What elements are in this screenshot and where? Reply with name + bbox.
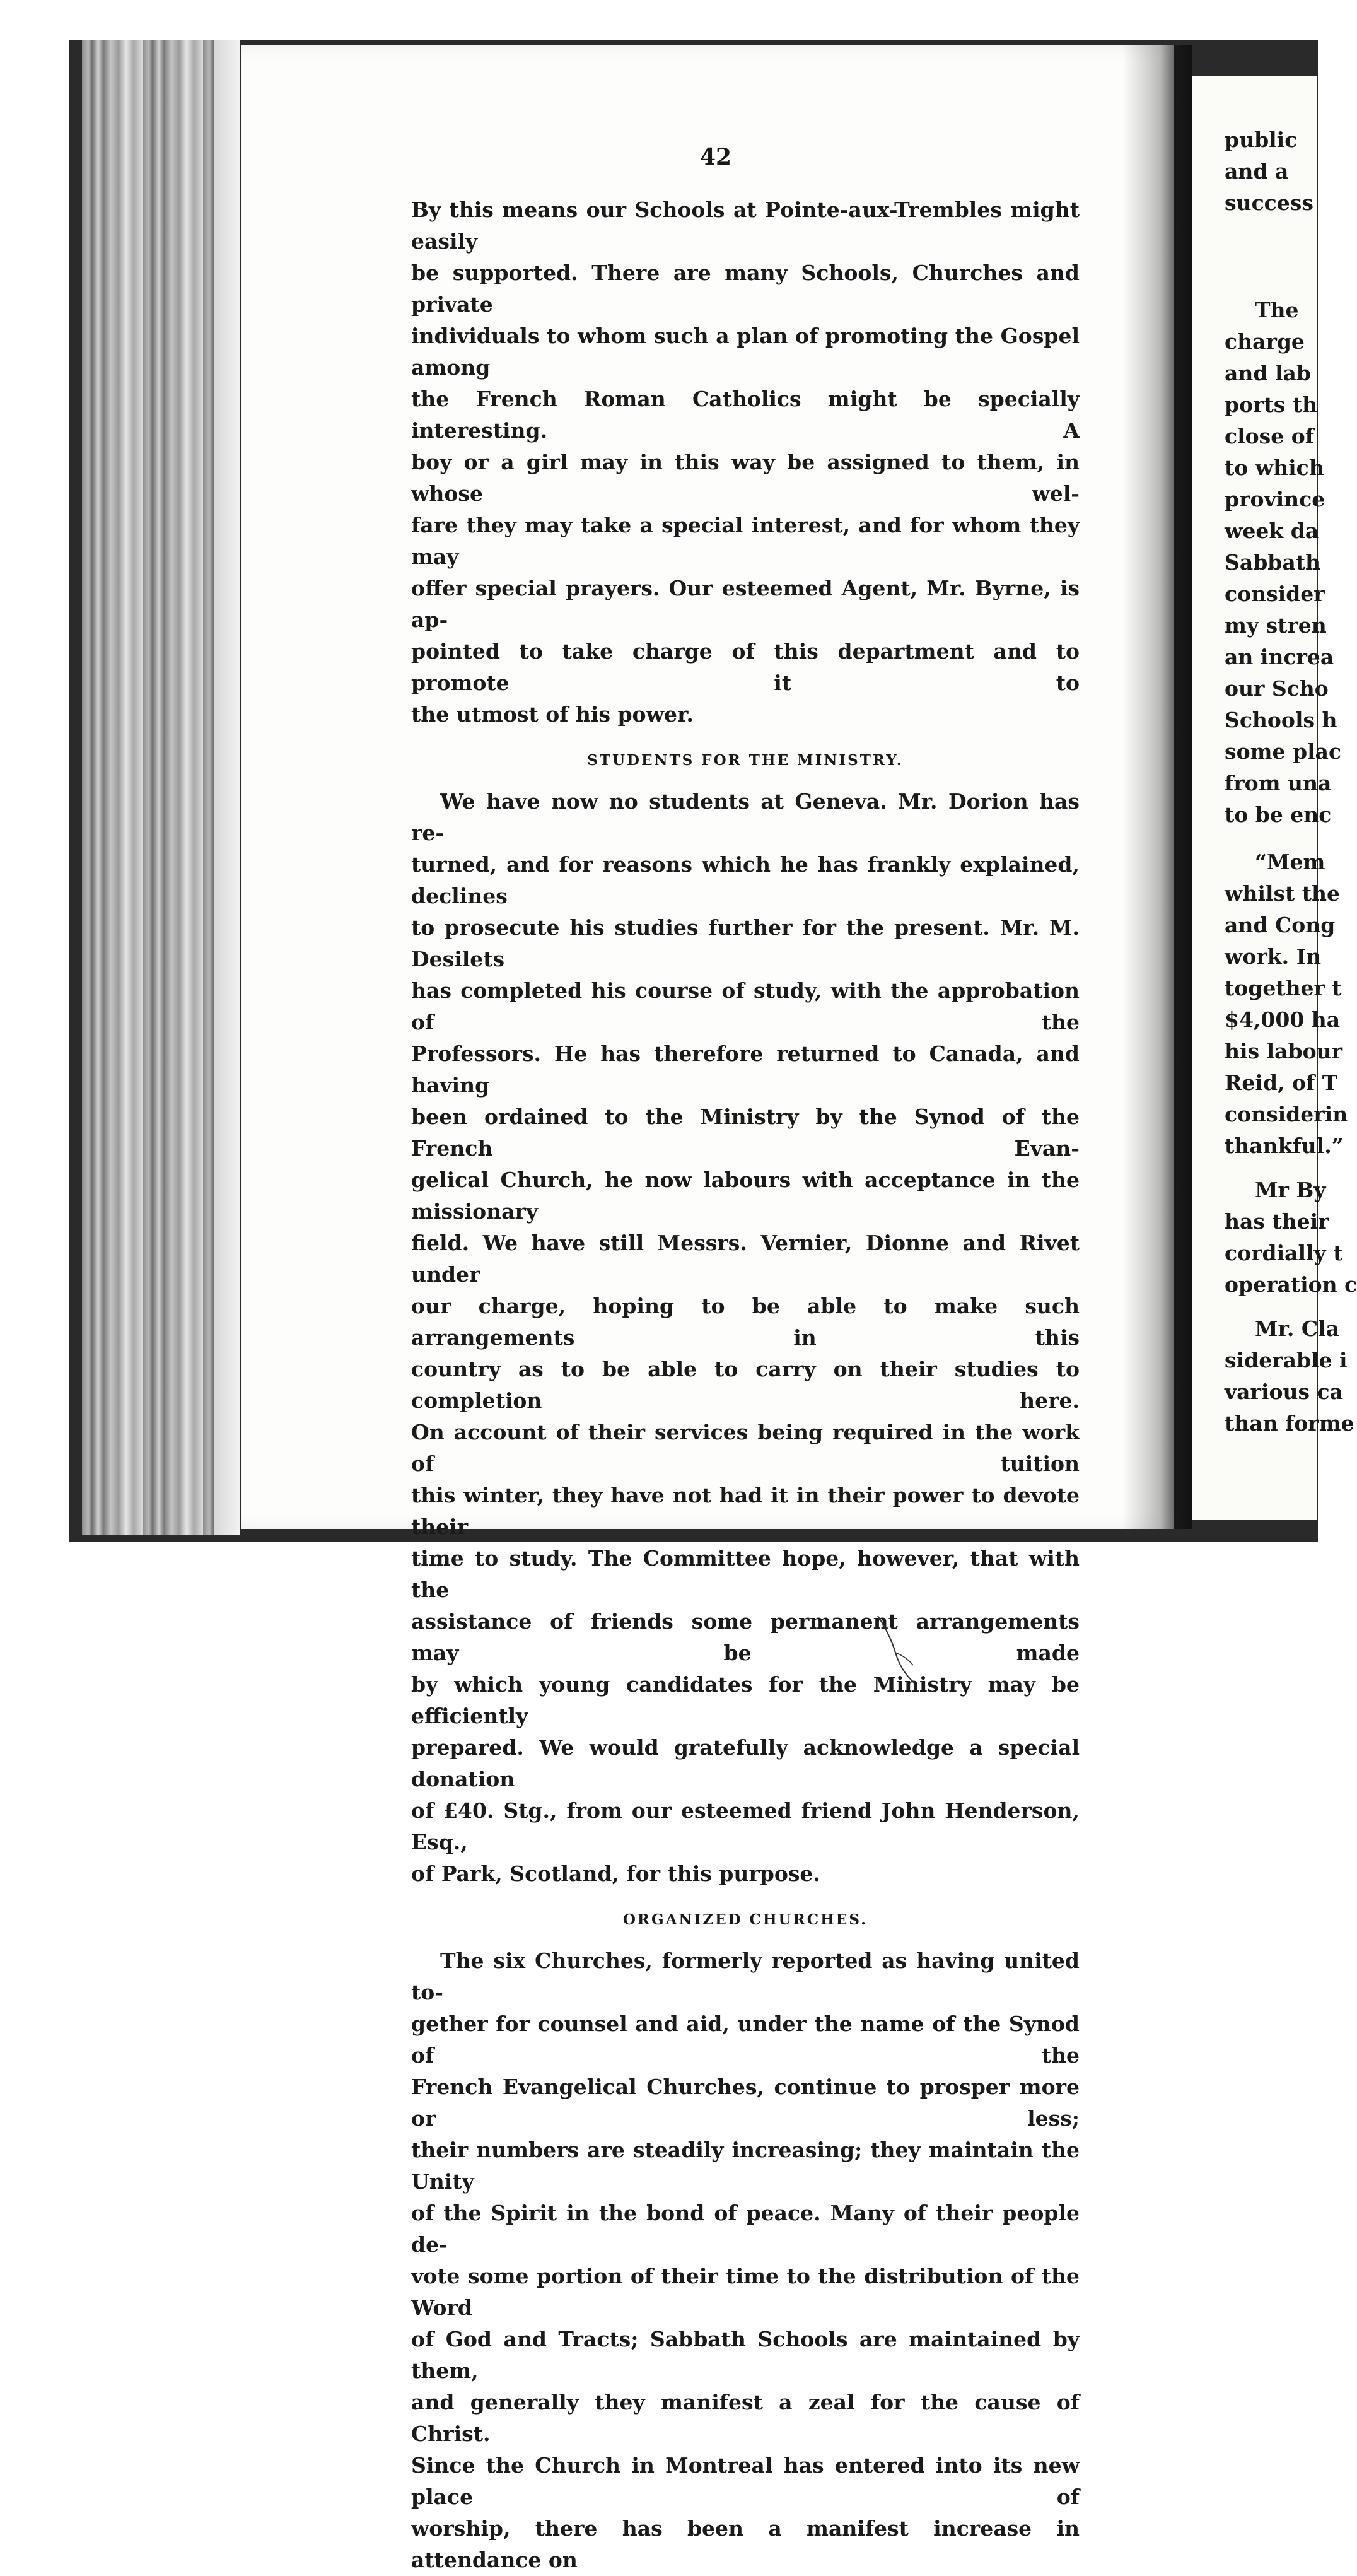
opposite-page-line: some plac bbox=[1225, 739, 1342, 764]
text-line: We have now no students at Geneva. Mr. Dorion has re- bbox=[411, 789, 1080, 845]
text-line: On account of their services being required in the work of tuition bbox=[411, 1420, 1080, 1476]
opposite-page-line: Schools h bbox=[1225, 708, 1337, 732]
scan-artifact-mark bbox=[877, 1615, 927, 1684]
text-line: assistance of friends some permanent arrangements may be made bbox=[411, 1609, 1080, 1665]
text-line: pointed to take charge of this department and to promote it to bbox=[411, 639, 1080, 695]
text-line: vote some portion of their time to the distribution of the Word bbox=[411, 2264, 1080, 2320]
opposite-page-line: an increa bbox=[1225, 645, 1334, 669]
opposite-page-line: Mr By bbox=[1255, 1178, 1326, 1202]
page-stack-edges bbox=[82, 40, 240, 1535]
text-line: the French Roman Catholics might be specially interesting. A bbox=[411, 387, 1080, 443]
opposite-page-line: his labour bbox=[1225, 1039, 1342, 1063]
opposite-page bbox=[1192, 76, 1357, 1520]
opposite-page-line: province bbox=[1225, 487, 1325, 512]
text-line: offer special prayers. Our esteemed Agent, Mr. Byrne, is ap- bbox=[411, 576, 1080, 632]
text-line: worship, there has been a manifest increase in attendance on bbox=[411, 2516, 1080, 2572]
opposite-page-line: and lab bbox=[1225, 361, 1311, 385]
opposite-page-line: my stren bbox=[1225, 613, 1327, 638]
text-line: Since the Church in Montreal has entered into its new place of bbox=[411, 2453, 1080, 2509]
text-line: of the Spirit in the bond of peace. Many of their people de- bbox=[411, 2201, 1080, 2257]
opposite-page-line: considerin bbox=[1225, 1102, 1348, 1127]
text-line: turned, and for reasons which he has frankly explained, declines bbox=[411, 852, 1080, 908]
opposite-page-line: various ca bbox=[1225, 1379, 1344, 1404]
heading-students-for-the-ministry: STUDENTS FOR THE MINISTRY. bbox=[587, 752, 904, 769]
opposite-page-line: than forme bbox=[1225, 1411, 1354, 1436]
opposite-page-line: thankful.” bbox=[1225, 1133, 1344, 1158]
text-line: time to study. The Committee hope, however, that with the bbox=[411, 1546, 1080, 1602]
text-line: By this means our Schools at Pointe-aux-Trembles might easily bbox=[411, 197, 1080, 254]
text-line: be supported. There are many Schools, Churches and private bbox=[411, 261, 1080, 317]
page-number: 42 bbox=[700, 144, 732, 170]
opposite-page-line: siderable i bbox=[1225, 1348, 1348, 1373]
opposite-page-line: public bbox=[1225, 127, 1298, 152]
opposite-page-line: $4,000 ha bbox=[1225, 1007, 1341, 1032]
text-line: Professors. He has therefore returned to Canada, and having bbox=[411, 1041, 1080, 1098]
paragraph-schools bbox=[411, 194, 1080, 730]
opposite-page-line: and Cong bbox=[1225, 913, 1336, 937]
opposite-page-line: consider bbox=[1225, 582, 1325, 606]
text-line: boy or a girl may in this way be assigned to them, in whose wel- bbox=[411, 450, 1080, 506]
text-line: been ordained to the Ministry by the Synod of the French Evan- bbox=[411, 1104, 1080, 1161]
text-line: of Park, Scotland, for this purpose. bbox=[411, 1861, 820, 1886]
text-line: to prosecute his studies further for the present. Mr. M. Desilets bbox=[411, 915, 1080, 971]
book-gutter-shadow bbox=[1122, 45, 1192, 1529]
opposite-page-line: week da bbox=[1225, 518, 1319, 543]
opposite-page-line: operation c bbox=[1225, 1272, 1357, 1297]
text-line: country as to be able to carry on their studies to completion here. bbox=[411, 1357, 1080, 1413]
text-line: this winter, they have not had it in their power to devote their bbox=[411, 1483, 1080, 1539]
opposite-page-line: “Mem bbox=[1255, 850, 1325, 874]
text-line: prepared. We would gratefully acknowledge a special donation bbox=[411, 1735, 1080, 1791]
opposite-page-line: ports th bbox=[1225, 392, 1318, 417]
paragraph-churches bbox=[411, 1945, 1080, 2576]
opposite-page-line: close of bbox=[1225, 424, 1314, 448]
text-line: French Evangelical Churches, continue to prosper more or less; bbox=[411, 2075, 1080, 2131]
opposite-page-line: The bbox=[1255, 298, 1299, 322]
text-line: our charge, hoping to be able to make such arrangements in this bbox=[411, 1294, 1080, 1350]
opposite-page-line: to which bbox=[1225, 455, 1324, 480]
page-body bbox=[411, 194, 1080, 2576]
opposite-page-line: whilst the bbox=[1225, 881, 1341, 906]
opposite-page-line: together t bbox=[1225, 976, 1342, 1000]
text-line: gelical Church, he now labours with acceptance in the missionary bbox=[411, 1168, 1080, 1224]
opposite-page-line: cordially t bbox=[1225, 1241, 1343, 1265]
opposite-page-line: charge bbox=[1225, 329, 1305, 354]
opposite-page-line: from una bbox=[1225, 771, 1332, 795]
heading-organized-churches: ORGANIZED CHURCHES. bbox=[622, 1911, 868, 1928]
opposite-page-line: Reid, of T bbox=[1225, 1070, 1338, 1095]
text-line: their numbers are steadily increasing; they maintain the Unity bbox=[411, 2138, 1080, 2194]
text-line: by which young candidates for the Ministry may be efficiently bbox=[411, 1672, 1080, 1728]
opposite-page-line: has their bbox=[1225, 1209, 1329, 1234]
opposite-page-line: our Scho bbox=[1225, 676, 1329, 701]
text-line: fare they may take a special interest, and for whom they may bbox=[411, 513, 1080, 569]
opposite-page-line: to be enc bbox=[1225, 802, 1332, 827]
paragraph-students bbox=[411, 786, 1080, 1890]
opposite-page-line: Mr. Cla bbox=[1255, 1316, 1340, 1341]
opposite-page-line: Sabbath bbox=[1225, 550, 1320, 575]
opposite-page-line: success bbox=[1225, 190, 1313, 215]
text-line: and generally they manifest a zeal for the cause of Christ. bbox=[411, 2390, 1080, 2446]
opposite-page-line: and a bbox=[1225, 159, 1289, 184]
text-line: of £40. Stg., from our esteemed friend John Henderson, Esq., bbox=[411, 1798, 1080, 1854]
opposite-page-line: work. In bbox=[1225, 944, 1322, 969]
text-line: The six Churches, formerly reported as having united to- bbox=[411, 1948, 1080, 2005]
text-line: of God and Tracts; Sabbath Schools are maintained by them, bbox=[411, 2327, 1080, 2383]
text-line: individuals to whom such a plan of promoting the Gospel among bbox=[411, 324, 1080, 380]
text-line: field. We have still Messrs. Vernier, Dionne and Rivet under bbox=[411, 1231, 1080, 1287]
text-line: has completed his course of study, with the approbation of the bbox=[411, 978, 1080, 1034]
text-line: gether for counsel and aid, under the name of the Synod of the bbox=[411, 2011, 1080, 2068]
text-line: the utmost of his power. bbox=[411, 702, 694, 727]
